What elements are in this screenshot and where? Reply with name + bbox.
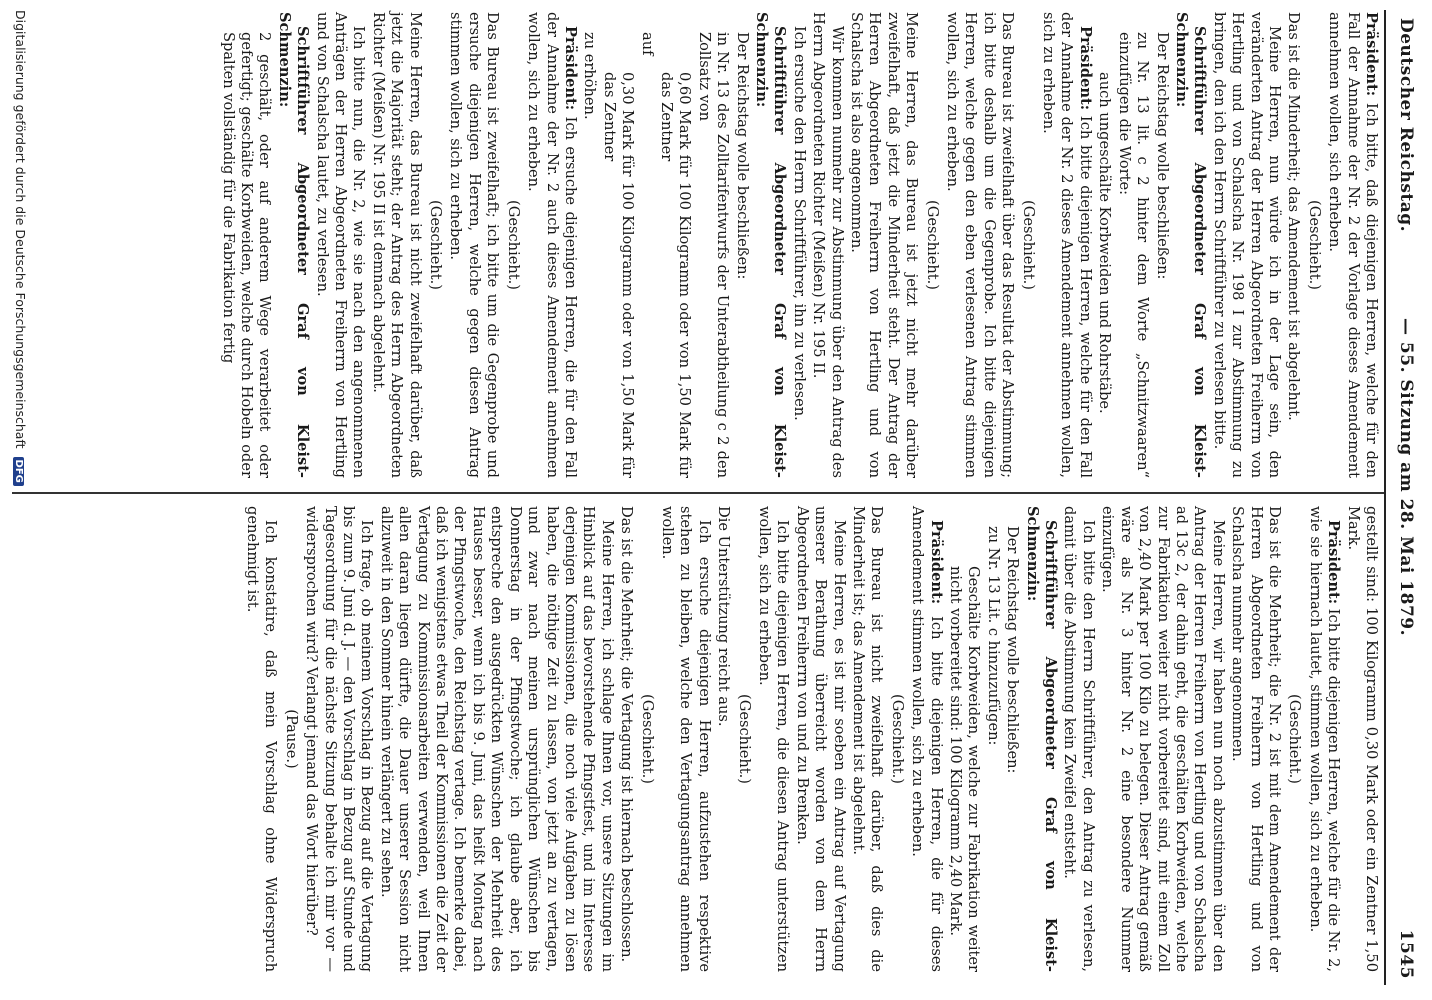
paragraph-text: auf [638, 32, 656, 56]
paragraph [847, 12, 921, 478]
paragraph-text: 2 geschält, oder auf anderem Wege verarbeitet oder gefertigt; geschälte Korbweiden, welche durch Hobeln oder Spalten vollständig für die Fabrikation fertig [219, 32, 274, 478]
paragraph-text: Ich konstatire, daß mein Vorschlag ohne Widerspruch genehmigt ist. [244, 506, 280, 972]
paragraph [1098, 506, 1227, 972]
paragraph-text: Meine Herren, nun würde ich in der Lage sein, den veränderten Antrag der Herren Abgeordneten Freiherrn von Hertling und von Schalscha Nr. 198 I zur Abstimmung zu bringen, den ich den Herrn Schriftführer zu verlesen bitte. [1210, 12, 1283, 478]
paragraph [1228, 506, 1283, 972]
paragraph [426, 12, 444, 478]
paragraph-text: zu Nr. 13 Lit. c hinzuzufügen: [984, 526, 1002, 746]
paragraph [218, 12, 273, 478]
paragraph [1114, 12, 1151, 478]
paragraph [809, 12, 846, 478]
paragraph-text: Der Reichstag wolle beschließen: [1004, 526, 1022, 774]
paragraph [580, 12, 598, 478]
paragraph-text: Ich ersuche diejenigen Herren, aufzustehen respektive stehen zu bleiben, welche den Vertagungsantrag annehmen wollen. [658, 506, 713, 972]
paragraph-text: gestellt sind: 100 Kilogramm 0,30 Mark oder ein Zentner 1,50 Mark. [1344, 506, 1380, 972]
paragraph [599, 12, 636, 478]
paragraph [946, 506, 983, 972]
dfg-logo: DFG [13, 457, 24, 486]
paragraph [734, 506, 752, 972]
paragraph [243, 506, 280, 972]
paragraph-text: Ich bitte diejenigen Herren, welche für den Fall der Annahme der Nr. 2 dieses Amendement annehmen wollen, sich zu erheben. [1040, 12, 1094, 478]
paragraph [368, 12, 423, 478]
paragraph-text: (Geschieht.) [1286, 694, 1304, 784]
paragraph-text: Meine Herren, das Bureau ist nicht zweifelhaft darüber, daß jetzt die Majorität steht; der Antrag des Herrn Abgeordneten Richter (Meißen) Nr. 195 II ist demnach abgelehnt. [369, 12, 424, 478]
paragraph [922, 12, 940, 478]
speaker-name: Präsident: [561, 26, 579, 111]
paragraph [1343, 506, 1380, 972]
paragraph [1304, 12, 1322, 478]
paragraph-text: (Geschieht.) [923, 200, 941, 290]
paragraph [792, 506, 847, 972]
paragraph-text: (Geschieht.) [735, 694, 753, 784]
speaker-name: Schriftführer Abgeordneter Graf von Kleist-Schmenzin: [1172, 12, 1209, 478]
paragraph [694, 12, 731, 478]
paragraph [446, 12, 501, 478]
paragraph [908, 506, 945, 972]
paragraph [983, 506, 1001, 972]
page-number: 1545 [1396, 929, 1416, 979]
paragraph-text: Geschälte Korbweiden, welche zur Fabrikation weiter nicht vorbereitet sind: 100 Kilogramm 2,40 Mark. [947, 566, 983, 972]
paragraph-text: zu erhöhen. [581, 32, 599, 120]
paragraph-text: Ich frage, ob meinem Vorschlag in Bezug auf die Vertagung bis zum 9. Juni d. J. — den Vorschlag in Bezug auf Stunde und Tagesordnung für die nächste Sitzung behalte ich mir vor — widersprochen wird? Verlangt jemand das Wort hierüber? [303, 506, 376, 972]
paragraph [755, 506, 792, 972]
page-header [1390, 18, 1418, 983]
paragraph-text: Das Bureau ist zweifelhaft über das Resultat der Abstimmung; ich bitte deshalb um die Gegenprobe. Ich bitte diejenigen Herren, welche gegen den eben verlesenen Antrag stimmen wollen, sich zu erheben. [944, 12, 1017, 478]
paragraph [1209, 12, 1283, 478]
paragraph-text: in Nr. 13 des Zolltarifentwurfs der Unterabtheilung c 2 den Zollsatz von [695, 32, 732, 478]
speaker-name: Schriftführer Abgeordneter Graf von Kleist-Schmenzin: [275, 12, 312, 478]
paragraph [312, 12, 367, 478]
paragraph [849, 506, 886, 972]
column-divider [12, 492, 1384, 494]
speaker-name: Präsident: [1363, 12, 1380, 97]
paragraph-text: Meine Herren, ich schlage Ihnen vor, unsere Sitzungen im Hinblick auf das bevorstehende Pfingstfest, und im Interesse derjenigen Kommissionen, die noch viele Aufgaben zu lösen haben, die nöthige Zeit zu lassen, von jetzt an zu vertagen, und zwar nach meinen ursprünglichen Wünschen bis Donnerstag in der Pfingstwoche; ich glaube aber, ich entspreche den ausgedrückten Wünschen der Mehrheit des Hauses besser, wenn ich bis 9. Juni, das heißt Montag nach der Pfingstwoche, den Reichstag vertage. Ich bemerke dabei, daß ich wenigstens etwas Theil der Kommissionen die Zeit der Vertagung zu Kommissionsarbeiten verwenden, weil Ihnen allen daran liegen dürfte, die Dauer unserer Session nicht allzuweit in den Sommer hinein verlängert zu sehen. [377, 506, 616, 972]
paragraph [1060, 506, 1097, 972]
paragraph [376, 506, 615, 972]
speaker-name: Präsident: [1325, 520, 1343, 605]
paragraph-text: Das Bureau ist zweifelhaft; ich bitte um die Gegenprobe und ersuche diejenigen Herren, welche gegen diesen Antrag stimmen wollen, sich zu erheben. [447, 12, 502, 478]
paragraph [617, 506, 635, 972]
paragraph-text: 0,60 Mark für 100 Kilogramm oder von 1,50 Mark für das Zentner [657, 72, 694, 478]
paragraph [943, 12, 1017, 478]
paragraph [789, 12, 807, 478]
paragraph [1003, 506, 1021, 972]
paragraph [1039, 12, 1094, 478]
paragraph [302, 506, 376, 972]
paragraph-text: Meine Herren, es ist mir soeben ein Antrag auf Vertagung unserer Berathung überreicht worden von dem Herrn Abgeordneten Freiherrn von und zu Brenken. [793, 506, 848, 972]
paragraph-text: Ich bitte diejenigen Herren, welche für die Nr. 2, wie sie hiernach lautet, stimmen wollen, sich zu erheben. [1306, 506, 1343, 972]
paragraph [1325, 12, 1380, 478]
paragraph-text: (Geschieht.) [1019, 200, 1037, 290]
paragraph [503, 12, 521, 478]
header-title: Deutscher Reichstag. [1396, 18, 1416, 233]
speaker-name: Präsident: [927, 520, 945, 605]
header-session: — 55. Sitzung am 28. Mai 1879. [1396, 318, 1416, 637]
header-rule [1384, 10, 1386, 985]
paragraph-text: Ich ersuche den Herrn Schriftführer, ihn zu verlesen. [790, 26, 808, 421]
paragraph-text: 0,30 Mark für 100 Kilogramm oder von 1,50 Mark für das Zentner [600, 72, 637, 478]
digitization-credit [13, 10, 28, 486]
paragraph-text: Meine Herren, das Bureau ist jetzt nicht mehr darüber zweifelhaft, daß jetzt die Minderheit steht. Der Antrag der Herren Abgeordneten Freiherrn von Hertling und von Schalscha ist also angenommen. [848, 12, 921, 478]
paragraph [657, 12, 694, 478]
paragraph-text: Ich bitte nun, die Nr. 2, wie sie nach den angenommenen Anträgen der Herren Abgeordneten Freiherrn von Hertling und von Schalscha lautet, zu verlesen. [313, 12, 368, 478]
paragraph [887, 506, 905, 972]
paragraph [637, 506, 655, 972]
paragraph-text: Das ist die Minderheit; das Amendement ist abgelehnt. [1285, 12, 1303, 421]
paragraph-text: (Geschieht.) [638, 694, 656, 784]
credit-text: Digitalisierung gefördert durch die Deutsche Forschungsgemeinschaft [13, 10, 28, 449]
paragraph-text: auch ungeschälte Korbweiden und Rohrstäbe. [1096, 72, 1114, 414]
paragraph [732, 12, 750, 478]
paragraph [524, 12, 579, 478]
paragraph [1152, 12, 1170, 478]
paragraph-text: (Pause.) [282, 709, 300, 769]
paragraph-text: Der Reichstag wolle beschließen: [1153, 32, 1171, 280]
paragraph [637, 12, 655, 478]
paragraph-text: Das ist die Mehrheit; die Vertagung ist hiernach beschlossen. [618, 506, 636, 963]
paragraph-text: zu Nr. 13 lit. c 2 hinter dem Worte „Schnitzwaaren“ einzufügen die Worte: [1115, 32, 1152, 478]
paragraph [281, 506, 299, 972]
paragraph-text: Ich bitte diejenigen Herren, die diesen Antrag unterstützen wollen, sich zu erheben. [756, 506, 792, 972]
paragraph-text: Ich bitte, daß diejenigen Herren, welche für den Fall der Annahme der Nr. 2 der Vorlage dieses Amendement annehmen wollen, sich erheben. [1326, 12, 1380, 478]
paragraph [1095, 12, 1113, 478]
paragraph [1285, 506, 1303, 972]
paragraph-text: (Geschieht.) [1305, 200, 1323, 290]
paragraph-text: (Geschieht.) [888, 694, 906, 784]
speaker-name: Schriftführer Abgeordneter Graf von Kleist-Schmenzin: [1023, 506, 1060, 972]
paragraph [752, 12, 789, 478]
paragraph-text: Der Reichstag wolle beschließen: [733, 32, 751, 280]
paragraph-text: (Geschieht.) [504, 200, 522, 290]
paragraph [1022, 506, 1059, 972]
paragraph-text: (Geschieht.) [427, 200, 445, 290]
paragraph-text: Die Unterstützung reicht aus. [715, 506, 733, 727]
paragraph [1305, 506, 1342, 972]
paragraph-text: Ich bitte diejenigen Herren, die für dieses Amendement stimmen wollen, sich zu erheben. [909, 506, 945, 972]
right-text-column [242, 506, 1380, 972]
speaker-name: Präsident: [1076, 26, 1094, 111]
paragraph [658, 506, 713, 972]
paragraph [714, 506, 732, 972]
paragraph-text: Meine Herren, wir haben nun noch abzustimmen über den Antrag der Herren Freiherrn von Hertling und von Schalscha ad 13c 2, der dahin geht, die geschälten Korbweiden, welche zur Fabrikation weiter nicht vorbereitet sind, mit einem Zoll von 2,40 Mark per 100 Kilo zu belegen. Dieser Antrag gemäß wäre als Nr. 3 hinter Nr. 2 eine besondere Nummer einzufügen. [1099, 506, 1227, 972]
left-text-column [217, 12, 1380, 478]
speaker-name: Schriftführer Abgeordneter Graf von Kleist-Schmenzin: [753, 12, 789, 478]
paragraph [1172, 12, 1209, 478]
paragraph-text: Das Bureau ist nicht zweifelhaft darüber, daß dies die Minderheit ist; das Amendement ist abgelehnt. [850, 506, 886, 972]
paragraph-text: Ich bitte den Herrn Schriftführer, den Antrag zu verlesen, damit über die Abstimmung kein Zweifel entsteht. [1061, 506, 1097, 972]
paragraph [1284, 12, 1302, 478]
paragraph [1018, 12, 1036, 478]
paragraph-text: Wir kommen nunmehr zur Abstimmung über den Antrag des Herrn Abgeordneten Richter (Meißen) Nr. 195 II. [810, 12, 846, 478]
paragraph-text: Ich ersuche diejenigen Herren, die für den Fall der Annahme der Nr. 2 auch dieses Amendement annehmen wollen, sich zu erheben. [525, 12, 579, 478]
paragraph-text: Das ist die Mehrheit; die Nr. 2 ist mit dem Amendement der Herren Abgeordneten Freiherrn von Hertling und von Schalscha nunmehr angenommen. [1229, 506, 1283, 972]
paragraph [274, 12, 311, 478]
